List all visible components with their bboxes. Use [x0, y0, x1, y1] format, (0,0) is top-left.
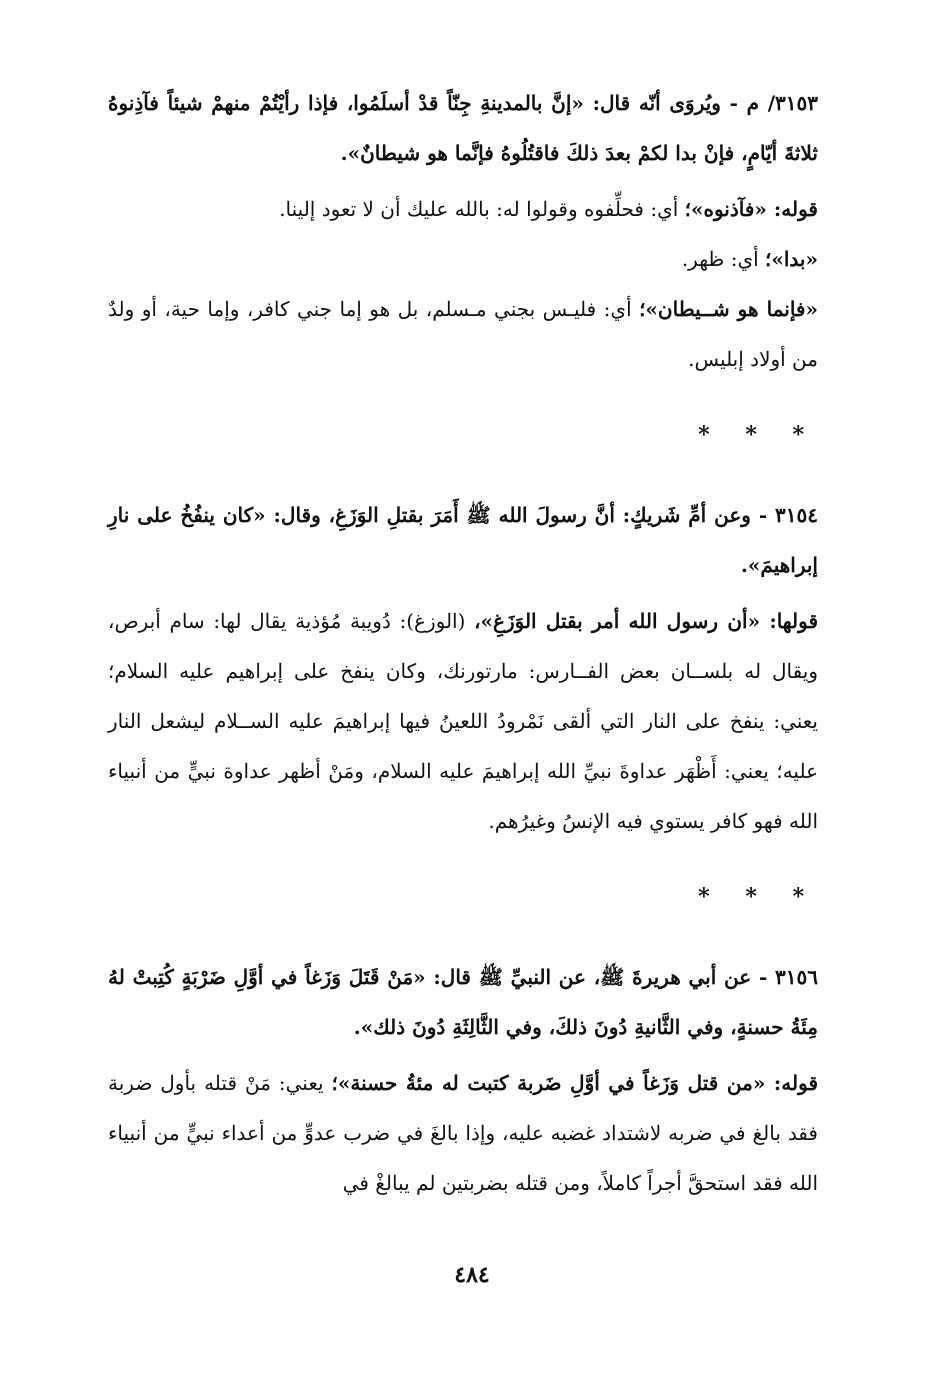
commentary-label: «فإنما هو شــيطان»؛ — [639, 297, 818, 321]
asterisk-separator: * * * — [698, 884, 818, 910]
commentary-label: قوله: «فآذنوه»؛ — [684, 197, 818, 221]
hadith-3154: ٣١٥٤ - وعن أمِّ شَريكٍ: أنَّ رسولَ الله ﷺ أَمَرَ بقتلِ الوَزَغِ، وقال: «كان ينفُخُ على نارِ إبراهيمَ». — [108, 503, 818, 577]
commentary-text: أي: فحلِّفوه وقولوا له: بالله عليك أن لا تعود إلينا. — [279, 197, 685, 221]
commentary-3156 — [108, 1058, 818, 1208]
commentary-label: قولها: «أن رسول الله أمر بقتل الوَزَغِ»، — [474, 609, 818, 633]
commentary-3153-line3 — [108, 284, 818, 384]
hadith-3153: ٣١٥٣/ م - ويُروَى أنّه قال: «إنَّ بالمدينةِ جِنّاً قدْ أسلَمُوا، فإذا رأيْتُمْ منهمْ شيئاً فآذِنوهُ ثلاثةَ أيّامٍ، فإنْ بدا لكمْ بعدَ ذلكَ فاقتُلُوهُ فإنَّما هو شيطانٌ». — [108, 91, 818, 165]
page-body — [108, 78, 818, 1208]
commentary-text: يعني: مَنْ قتله بأول ضربة فقد بالغ في ضربه لاشتداد غضبه عليه، وإذا بالغَ في ضرب عدوٍّ من أعداء نبيٍّ من أنبياء الله فقد استحقَّ أجراً كاملاً، ومن قتله بضربتين لم يبالغْ في — [108, 1071, 818, 1195]
commentary-text: (الوزغ): دُويبة مُؤذية يقال لها: سام أبرص، ويقال له بلســان بعض الفــارس: مارتورنك، وكان ينفخ على إبراهيم عليه السلام؛ يعني: ينفخ على النار التي ألقى نَمْرودُ اللعينُ فيها إبراهيمَ عليه الســلام ليشعل النار عليه؛ يعني: أَظْهَر عداوةَ نبيِّ الله إبراهيمَ عليه السلام، ومَنْ أظهر عداوة نبيٍّ من أنبياء الله فهو كافر يستوي فيه الإنسُ وغيرُهم. — [108, 609, 819, 833]
commentary-label: «بدا»؛ — [765, 247, 818, 271]
page-number: ٤٨٤ — [454, 1262, 490, 1288]
commentary-3153-line1 — [108, 184, 818, 234]
commentary-3153-line2 — [108, 234, 818, 284]
asterisk-separator: * * * — [698, 422, 818, 448]
commentary-label: قوله: «من قتل وَزَغاً في أوَّلِ ضَربة كتبت له مئةُ حسنة»؛ — [331, 1071, 819, 1095]
hadith-3156: ٣١٥٦ - عن أبي هريرةَ ﷺ، عن النبيِّ ﷺ قال: «مَنْ قَتَلَ وَزَغاً في أوَّلِ ضَرْبَةٍ كُتِبتْ لهُ مِئَةُ حسنةٍ، وفي الثَّانيةِ دُونَ ذلكَ، وفي الثَّالِثَةِ دُونَ ذلك». — [108, 965, 818, 1039]
commentary-text: أي: ظهر. — [681, 247, 766, 271]
commentary-text: أي: فليـس بجني مـسلم، بل هو إما جني كافر، وإما حية، أو ولدٌ من أولاد إبليس. — [108, 297, 818, 371]
commentary-3154 — [108, 596, 818, 846]
section-separator — [108, 420, 818, 450]
section-separator — [108, 882, 818, 912]
